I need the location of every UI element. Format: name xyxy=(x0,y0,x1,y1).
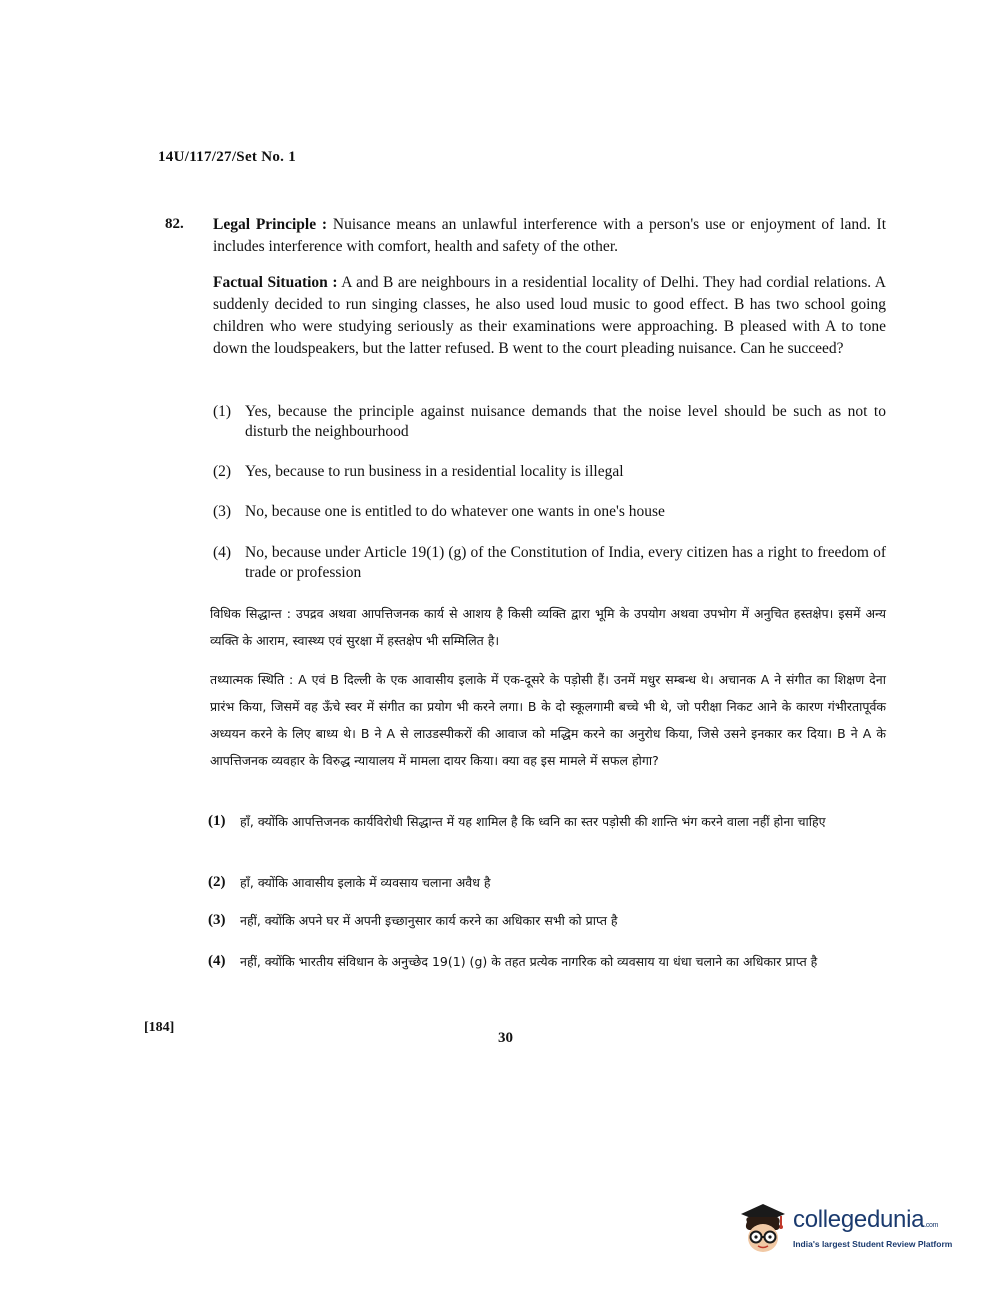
option-text: हाँ, क्योंकि आवासीय इलाके में व्यवसाय चलाना अवैध है xyxy=(240,875,491,890)
footer-code: [184] xyxy=(144,1020,175,1035)
paper-set-code: 14U/117/27/Set No. 1 xyxy=(158,149,297,165)
option-number: (4) xyxy=(208,953,226,969)
hindi-factual-situation: तथ्यात्मक स्थिति : A एवं B दिल्ली के एक आवासीय इलाके में एक-दूसरे के पड़ोसी हैं। उनमें मधुर सम्बन्ध थे। अचानक A ने संगीत का शिक्षण देना प्रारंभ किया, जिसमें वह ऊँचे स्वर में संगीत का प्रयोग भी करने लगा। B के दो स्कूलगामी बच्चे भी थे, जो परीक्षा निकट आने के कारण गंभीरतापूर्वक अध्ययन करने के लिए बाध्य थे। B ने A से लाउडस्पीकरों की आवाज को मद्धिम करने का अनुरोध किया, जिसे उसने इनकार कर दिया। B ने A के आपत्तिजनक व्यवहार के विरुद्ध न्यायालय में मामला दायर किया। क्या वह इस मामले में सफल होगा? xyxy=(210,672,886,768)
factual-situation xyxy=(213,272,886,360)
option-text: नहीं, क्योंकि अपने घर में अपनी इच्छानुसार कार्य करने का अधिकार सभी को प्राप्त है xyxy=(240,913,618,928)
option-2 xyxy=(213,462,886,482)
option-number: (1) xyxy=(213,403,232,420)
option-text: नहीं, क्योंकि भारतीय संविधान के अनुच्छेद 19(1) (g) के तहत प्रत्येक नागरिक को व्यवसाय या धंधा चलाने का अधिकार प्राप्त है xyxy=(240,954,818,969)
page-number: 30 xyxy=(498,1030,513,1046)
option-text: No, because one is entitled to do whatever one wants in one's house xyxy=(245,503,665,520)
logo-suffix: .com xyxy=(924,1222,939,1229)
question-number: 82. xyxy=(165,216,184,232)
logo-wordmark: collegedunia.com xyxy=(793,1206,939,1233)
option-number: (3) xyxy=(208,912,226,928)
factual-situation-text: A and B are neighbours in a residential locality of Delhi. They had cordial relations. A suddenly decided to run singing classes, he also used loud music to good effect. B has two school going children who were studying seriously as their examinations were approaching. B pleased with A to tone down the loudspeakers, but the latter refused. B went to the court pleading nuisance. Can he succeed? xyxy=(213,274,886,357)
option-number: (2) xyxy=(213,463,232,480)
legal-principle-label: Legal Principle : xyxy=(213,216,328,233)
option-number: (2) xyxy=(208,874,226,890)
option-text: No, because under Article 19(1) (g) of the Constitution of India, every citizen has a right to freedom of trade or profession xyxy=(245,544,886,581)
hindi-option-4 xyxy=(208,952,886,971)
collegedunia-logo[interactable] xyxy=(735,1198,965,1258)
option-4 xyxy=(213,543,886,583)
hindi-option-3 xyxy=(208,911,886,930)
hindi-option-2 xyxy=(208,873,886,892)
option-number: (4) xyxy=(213,544,232,561)
logo-tagline: India's largest Student Review Platform xyxy=(793,1239,953,1249)
option-number: (1) xyxy=(208,813,226,829)
option-text: Yes, because the principle against nuisance demands that the noise level should be such as not to disturb the neighbourhood xyxy=(245,403,886,440)
factual-situation-label: Factual Situation : xyxy=(213,274,338,291)
legal-principle-text: Nuisance means an unlawful interference with a person's use or enjoyment of land. It includes interference with comfort, health and safety of the other. xyxy=(213,216,887,255)
legal-principle xyxy=(213,214,886,258)
hindi-legal-principle: विधिक सिद्धान्त : उपद्रव अथवा आपत्तिजनक कार्य से आशय है किसी व्यक्ति द्वारा भूमि के उपयोग अथवा उपभोग में अनुचित हस्तक्षेप। इसमें अन्य व्यक्ति के आराम, स्वास्थ्य एवं सुरक्षा में हस्तक्षेप भी सम्मिलित है। xyxy=(210,606,886,648)
option-1 xyxy=(213,402,886,442)
option-3 xyxy=(213,502,886,522)
student-mascot-icon xyxy=(735,1198,791,1258)
option-number: (3) xyxy=(213,503,232,520)
option-text: Yes, because to run business in a residential locality is illegal xyxy=(245,463,624,480)
option-text: हाँ, क्योंकि आपत्तिजनक कार्यविरोधी सिद्धान्त में यह शामिल है कि ध्वनि का स्तर पड़ोसी की शान्ति भंग करने वाला नहीं होना चाहिए xyxy=(240,814,826,829)
hindi-option-1 xyxy=(208,812,886,831)
